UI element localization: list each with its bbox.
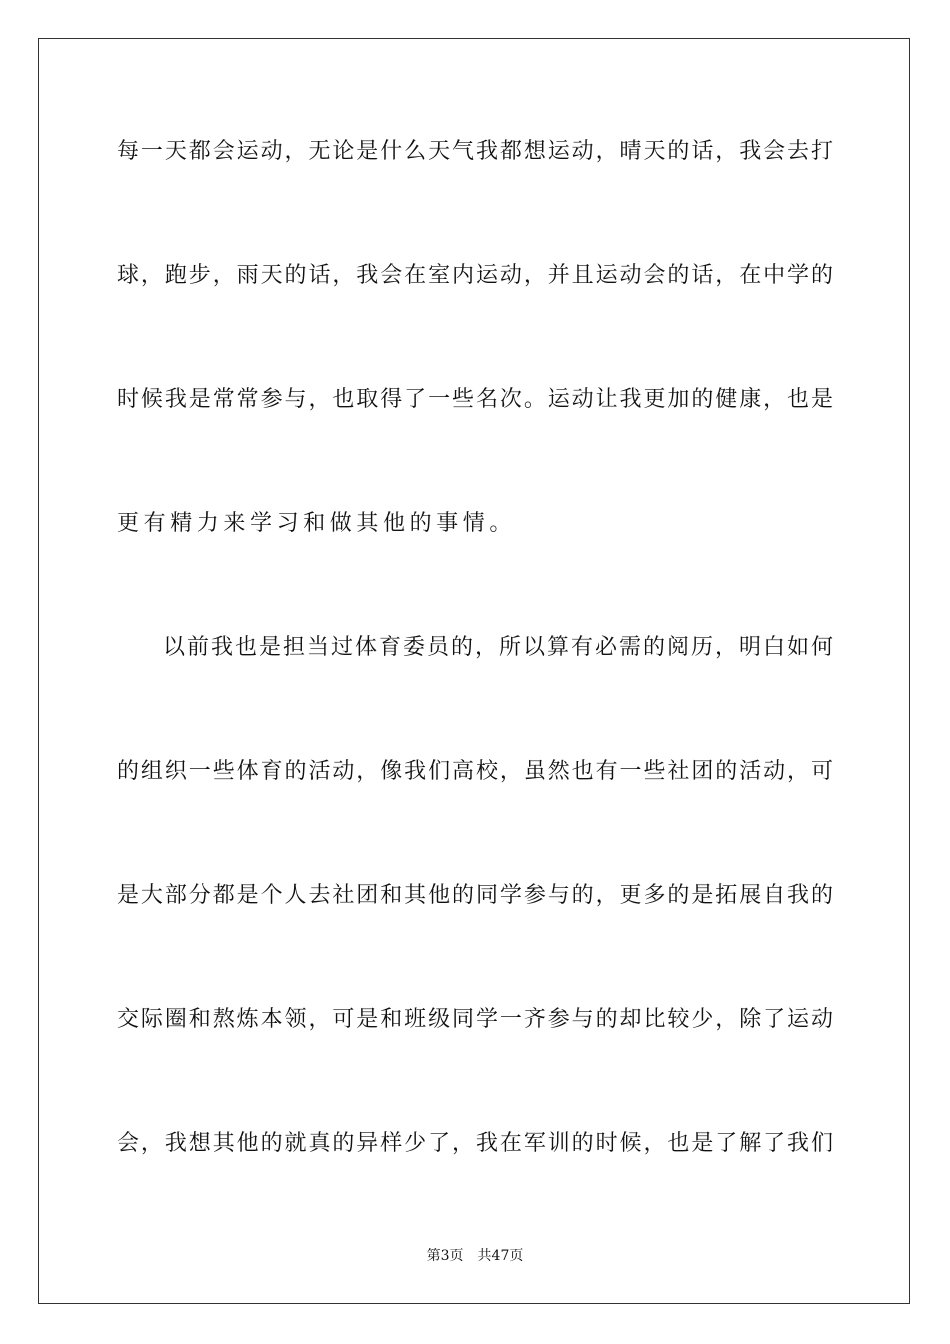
body-text-line: 球，跑步，雨天的话，我会在室内运动，并且运动会的话，在中学的 <box>117 263 833 288</box>
body-text-line: 的组织一些体育的活动，像我们高校，虽然也有一些社团的活动，可 <box>117 759 833 784</box>
page-border <box>38 38 910 1304</box>
body-text-line: 是大部分都是个人去社团和其他的同学参与的，更多的是拓展自我的 <box>117 883 833 908</box>
paragraph-first-line: 以前我也是担当过体育委员的，所以算有必需的阅历，明白如何 <box>163 635 833 660</box>
body-text-line: 时候我是常常参与，也取得了一些名次。运动让我更加的健康，也是 <box>117 387 833 412</box>
page-total: 共47页 <box>477 1248 524 1264</box>
page-number: 第3页 <box>426 1248 464 1264</box>
body-text-line: 会，我想其他的就真的异样少了，我在军训的时候，也是了解了我们 <box>117 1131 833 1156</box>
body-text-line: 更有精力来学习和做其他的事情。 <box>117 511 517 536</box>
body-text-line: 交际圈和熬炼本领，可是和班级同学一齐参与的却比较少，除了运动 <box>117 1007 833 1032</box>
body-text-line: 每一天都会运动，无论是什么天气我都想运动，晴天的话，我会去打 <box>117 139 833 164</box>
page-footer <box>0 1246 950 1266</box>
